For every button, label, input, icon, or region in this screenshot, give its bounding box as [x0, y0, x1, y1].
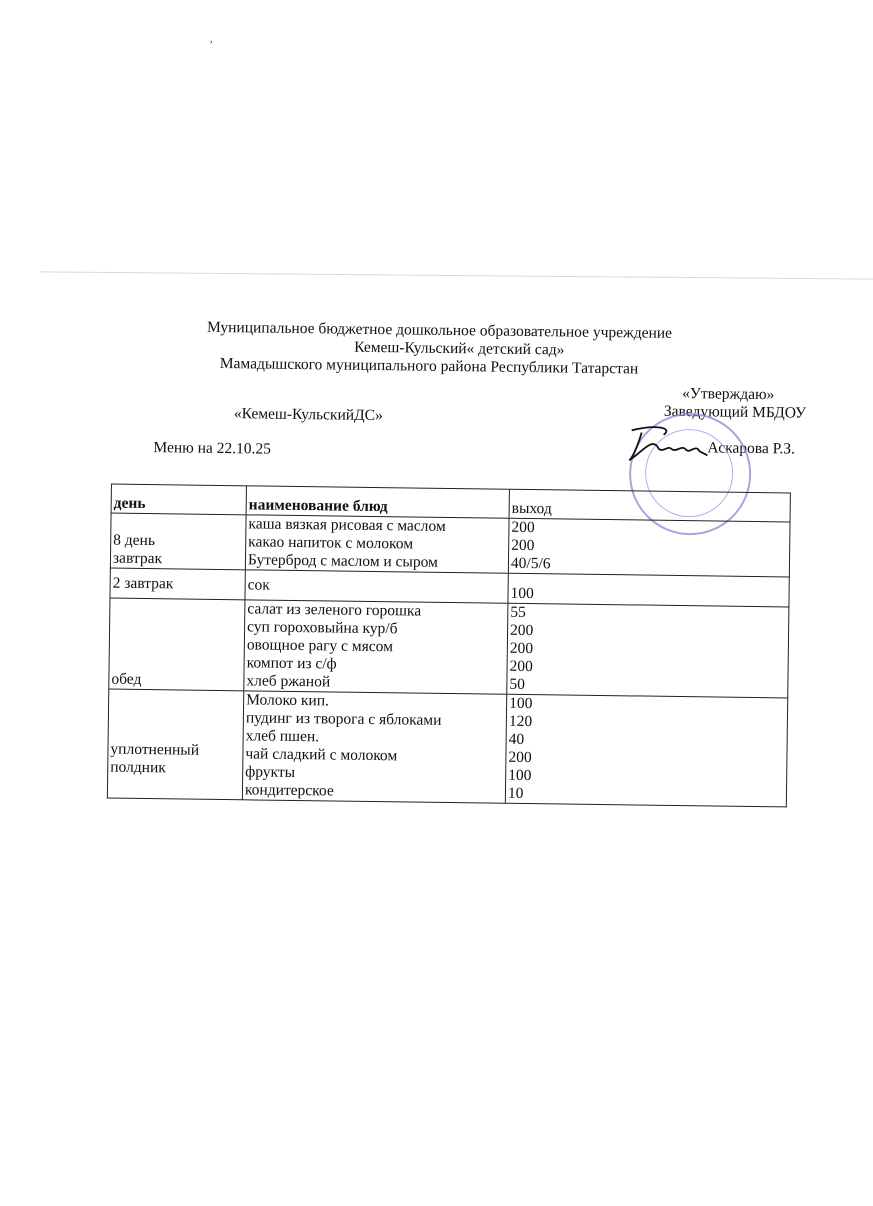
approver-name: Аскарова Р.З.	[707, 439, 796, 458]
yield: 200	[508, 748, 532, 767]
menu-title: Меню на 22.10.25	[153, 439, 272, 458]
yield: 10	[507, 784, 524, 802]
dish: компот из с/ф	[246, 654, 337, 673]
table-row	[110, 513, 790, 577]
header-line-1: Муниципальное бюджетное дошкольное образовательное учреждение	[206, 318, 673, 342]
header-day: день	[111, 484, 246, 515]
yield: 100	[509, 694, 533, 713]
meal-cell	[110, 513, 246, 570]
yield: 40	[508, 730, 525, 748]
table-row	[109, 598, 789, 698]
meal-cell	[107, 689, 243, 800]
yield-cell	[508, 518, 790, 577]
yield: 200	[509, 639, 534, 658]
meal-label: завтрак	[112, 549, 163, 568]
dishes-cell	[242, 691, 506, 803]
yield: 200	[509, 621, 534, 640]
meal-cell	[110, 568, 245, 600]
scan-speck: ,	[210, 34, 213, 45]
yield: 50	[509, 675, 525, 693]
org-short-name: «Кемеш-КульскийДС»	[233, 405, 383, 425]
dish: суп гороховыйна кур/б	[246, 618, 398, 638]
dish: каша вязкая рисовая с маслом	[248, 515, 446, 535]
dish: пудинг из творога с яблоками	[245, 709, 442, 729]
yield: 55	[510, 603, 526, 621]
yield: 200	[511, 518, 535, 537]
meal-label: обед	[111, 670, 142, 688]
dishes-cell	[245, 570, 508, 603]
dish: Бутерброд с маслом и сыром	[247, 551, 439, 571]
dish: сок	[247, 575, 270, 594]
yield: 40/5/6	[510, 554, 551, 573]
header-line-2: Кемеш-Кульский« детский сад»	[354, 338, 565, 359]
yield-cell	[505, 694, 787, 807]
meal-label: уплотненный	[110, 740, 200, 759]
menu-table	[107, 484, 791, 808]
yield-cell	[508, 573, 789, 607]
yield: 120	[508, 712, 533, 731]
dishes-cell	[245, 515, 509, 573]
dishes-cell	[244, 600, 508, 694]
dish: салат из зеленого горошка	[247, 600, 422, 620]
header-yield: выход	[509, 489, 790, 522]
header-line-3: Мамадышского муниципального района Республики Татарстан	[219, 354, 639, 378]
dish: фрукты	[245, 763, 296, 781]
table-row	[107, 689, 787, 807]
approver-position: Заведующий МБДОУ	[663, 402, 807, 422]
dish: какао напиток с молоком	[248, 533, 414, 553]
yield: 200	[511, 536, 535, 555]
yield: 100	[510, 584, 534, 603]
yield: 100	[508, 766, 532, 785]
dish: овощное рагу с мясом	[246, 636, 394, 656]
meal-label: 2 завтрак	[112, 574, 174, 592]
dish: Молоко кип.	[246, 691, 330, 710]
meal-label: полдник	[110, 758, 166, 777]
yield: 200	[509, 657, 533, 676]
dish: хлеб пшен.	[245, 727, 320, 746]
dish: чай сладкий с молоком	[245, 745, 398, 765]
approve-label: «Утверждаю»	[682, 385, 775, 404]
dish: хлеб ржаной	[246, 672, 331, 691]
header-dish-name: наименование блюд	[246, 486, 509, 518]
meal-cell	[109, 598, 245, 691]
meal-label: 8 день	[113, 531, 156, 550]
signature	[623, 420, 714, 471]
dish: кондитерское	[244, 781, 334, 800]
yield-cell	[507, 603, 789, 698]
